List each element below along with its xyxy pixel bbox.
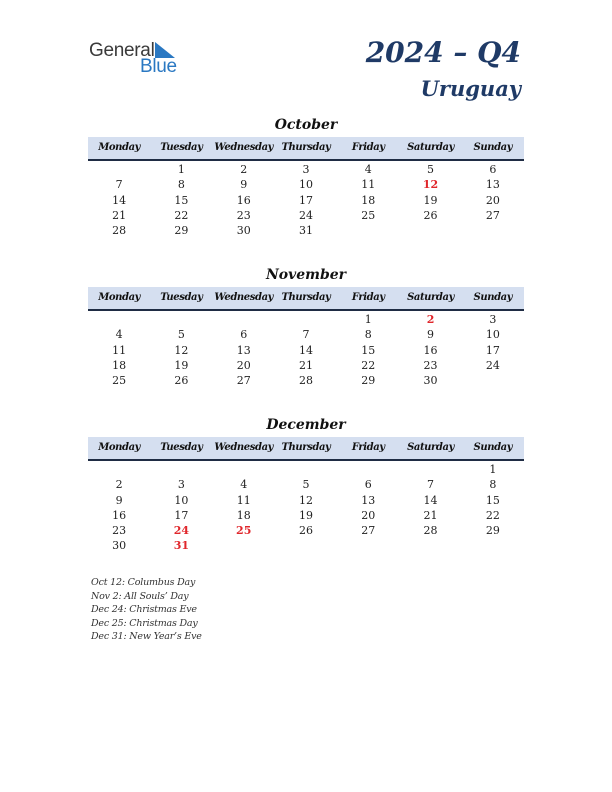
day-cell: 12 bbox=[298, 493, 313, 507]
weekday-label: Thursday bbox=[281, 292, 331, 303]
empty-cell bbox=[88, 312, 150, 327]
day-cell: 26 bbox=[174, 374, 189, 388]
day-cell: 2 bbox=[426, 313, 435, 326]
day-cell: 4 bbox=[115, 328, 123, 342]
month-weeks bbox=[88, 161, 524, 238]
weekday-label: Friday bbox=[351, 142, 385, 153]
day-cell: 8 bbox=[177, 178, 185, 192]
day-cell: 10 bbox=[485, 328, 500, 342]
empty-cell bbox=[88, 462, 150, 477]
empty-cell bbox=[150, 462, 212, 477]
day-cell: 18 bbox=[112, 358, 127, 372]
day-cell: 13 bbox=[236, 343, 251, 357]
day-cell: 21 bbox=[423, 508, 438, 522]
empty-cell bbox=[213, 462, 275, 477]
day-cell: 29 bbox=[485, 524, 500, 538]
day-cell: 4 bbox=[364, 163, 372, 176]
day-cell: 17 bbox=[485, 343, 500, 357]
day-cell: 6 bbox=[364, 478, 372, 492]
month-october bbox=[88, 116, 524, 238]
weekday-label: Sunday bbox=[473, 142, 513, 153]
day-cell: 24 bbox=[298, 208, 313, 222]
day-cell: 7 bbox=[115, 178, 123, 192]
weekday-label: Saturday bbox=[407, 442, 455, 453]
week-row bbox=[88, 162, 524, 177]
day-cell: 17 bbox=[298, 193, 313, 207]
month-november bbox=[88, 266, 524, 388]
week-row bbox=[88, 493, 524, 508]
holiday-note: Dec 31: New Year’s Eve bbox=[91, 631, 202, 643]
week-row bbox=[88, 193, 524, 208]
day-cell: 5 bbox=[427, 163, 435, 176]
empty-cell bbox=[399, 538, 461, 553]
day-cell: 23 bbox=[236, 208, 251, 222]
week-row bbox=[88, 508, 524, 523]
day-cell: 10 bbox=[298, 178, 313, 192]
weekday-label: Tuesday bbox=[160, 292, 203, 303]
day-cell: 16 bbox=[112, 508, 127, 522]
day-cell: 5 bbox=[177, 328, 185, 342]
day-cell: 14 bbox=[298, 343, 313, 357]
holiday-note: Dec 24: Christmas Eve bbox=[91, 604, 197, 616]
holiday-note: Dec 25: Christmas Day bbox=[91, 617, 198, 629]
weekday-header bbox=[88, 437, 524, 461]
day-cell: 8 bbox=[364, 328, 372, 342]
day-cell: 24 bbox=[173, 524, 190, 538]
weekday-header bbox=[88, 287, 524, 311]
weekday-label: Sunday bbox=[473, 442, 513, 453]
day-cell: 10 bbox=[174, 493, 189, 507]
empty-cell bbox=[399, 223, 461, 238]
empty-cell bbox=[337, 462, 399, 477]
week-row bbox=[88, 177, 524, 192]
day-cell: 23 bbox=[423, 358, 438, 372]
day-cell: 28 bbox=[298, 374, 313, 388]
day-cell: 20 bbox=[361, 508, 376, 522]
week-row bbox=[88, 523, 524, 538]
day-cell: 2 bbox=[115, 478, 123, 492]
logo-word-blue: Blue bbox=[140, 56, 177, 77]
day-cell: 26 bbox=[423, 208, 438, 222]
day-cell: 8 bbox=[489, 478, 497, 492]
day-cell: 14 bbox=[112, 193, 127, 207]
day-cell: 2 bbox=[240, 163, 248, 176]
empty-cell bbox=[337, 538, 399, 553]
page-title: 2024 – Q4 bbox=[365, 36, 521, 69]
day-cell: 30 bbox=[423, 374, 438, 388]
day-cell: 12 bbox=[174, 343, 189, 357]
weekday-label: Wednesday bbox=[214, 442, 274, 453]
empty-cell bbox=[275, 538, 337, 553]
month-december bbox=[88, 416, 524, 554]
day-cell: 17 bbox=[174, 508, 189, 522]
day-cell: 21 bbox=[112, 208, 127, 222]
day-cell: 19 bbox=[298, 508, 313, 522]
week-row bbox=[88, 538, 524, 553]
day-cell: 9 bbox=[115, 493, 123, 507]
weekday-label: Monday bbox=[98, 142, 141, 153]
weekday-label: Sunday bbox=[473, 292, 513, 303]
day-cell: 19 bbox=[423, 193, 438, 207]
day-cell: 25 bbox=[236, 524, 252, 538]
day-cell: 25 bbox=[361, 208, 376, 222]
empty-cell bbox=[462, 223, 524, 238]
day-cell: 5 bbox=[302, 478, 310, 492]
day-cell: 24 bbox=[485, 358, 500, 372]
day-cell: 22 bbox=[174, 208, 189, 222]
day-cell: 11 bbox=[236, 493, 251, 507]
empty-cell bbox=[337, 223, 399, 238]
day-cell: 7 bbox=[427, 478, 435, 492]
day-cell: 16 bbox=[423, 343, 438, 357]
day-cell: 15 bbox=[174, 193, 189, 207]
day-cell: 27 bbox=[236, 374, 251, 388]
day-cell: 27 bbox=[485, 208, 500, 222]
day-cell: 20 bbox=[485, 193, 500, 207]
weekday-label: Tuesday bbox=[160, 142, 203, 153]
holiday-note: Oct 12: Columbus Day bbox=[91, 577, 196, 588]
weekday-label: Wednesday bbox=[214, 292, 274, 303]
month-weeks bbox=[88, 311, 524, 388]
day-cell: 7 bbox=[302, 328, 310, 342]
day-cell: 21 bbox=[298, 358, 313, 372]
holiday-notes bbox=[91, 576, 202, 644]
empty-cell bbox=[462, 538, 524, 553]
day-cell: 1 bbox=[489, 463, 497, 476]
empty-cell bbox=[150, 312, 212, 327]
day-cell: 12 bbox=[422, 178, 439, 192]
week-row bbox=[88, 358, 524, 373]
weekday-label: Tuesday bbox=[160, 442, 203, 453]
day-cell: 30 bbox=[236, 224, 251, 238]
country-subtitle: Uruguay bbox=[420, 76, 521, 101]
day-cell: 29 bbox=[174, 224, 189, 238]
month-weeks bbox=[88, 461, 524, 554]
holiday-note: Nov 2: All Souls’ Day bbox=[91, 590, 189, 602]
week-row bbox=[88, 477, 524, 492]
empty-cell bbox=[275, 312, 337, 327]
logo-word-general: General bbox=[89, 40, 155, 61]
day-cell: 19 bbox=[174, 358, 189, 372]
day-cell: 6 bbox=[489, 163, 497, 176]
day-cell: 9 bbox=[427, 328, 435, 342]
weekday-label: Monday bbox=[98, 442, 141, 453]
empty-cell bbox=[462, 373, 524, 388]
day-cell: 23 bbox=[112, 524, 127, 538]
week-row bbox=[88, 312, 524, 327]
week-row bbox=[88, 208, 524, 223]
brand-logo bbox=[89, 40, 199, 80]
day-cell: 1 bbox=[364, 313, 372, 326]
day-cell: 31 bbox=[298, 224, 313, 238]
month-title: October bbox=[274, 117, 338, 133]
week-row bbox=[88, 343, 524, 358]
empty-cell bbox=[399, 462, 461, 477]
day-cell: 3 bbox=[302, 163, 310, 176]
empty-cell bbox=[275, 462, 337, 477]
day-cell: 29 bbox=[361, 374, 376, 388]
day-cell: 15 bbox=[361, 343, 376, 357]
day-cell: 11 bbox=[112, 343, 127, 357]
day-cell: 4 bbox=[240, 478, 248, 492]
day-cell: 3 bbox=[489, 313, 497, 326]
weekday-label: Saturday bbox=[407, 292, 455, 303]
day-cell: 20 bbox=[236, 358, 251, 372]
month-title: November bbox=[265, 267, 347, 283]
weekday-label: Thursday bbox=[281, 442, 331, 453]
day-cell: 16 bbox=[236, 193, 251, 207]
week-row bbox=[88, 327, 524, 342]
day-cell: 14 bbox=[423, 493, 438, 507]
day-cell: 22 bbox=[485, 508, 500, 522]
day-cell: 11 bbox=[361, 178, 376, 192]
day-cell: 13 bbox=[485, 178, 500, 192]
weekday-label: Thursday bbox=[281, 142, 331, 153]
day-cell: 15 bbox=[485, 493, 500, 507]
weekday-label: Friday bbox=[351, 292, 385, 303]
day-cell: 27 bbox=[361, 524, 376, 538]
day-cell: 18 bbox=[236, 508, 251, 522]
day-cell: 13 bbox=[361, 493, 376, 507]
day-cell: 1 bbox=[177, 163, 185, 176]
day-cell: 25 bbox=[112, 374, 127, 388]
weekday-header bbox=[88, 137, 524, 161]
day-cell: 26 bbox=[298, 524, 313, 538]
empty-cell bbox=[213, 312, 275, 327]
week-row bbox=[88, 373, 524, 388]
day-cell: 22 bbox=[361, 358, 376, 372]
month-title: December bbox=[266, 417, 346, 433]
weekday-label: Wednesday bbox=[214, 142, 274, 153]
day-cell: 30 bbox=[112, 539, 127, 553]
empty-cell bbox=[213, 538, 275, 553]
week-row bbox=[88, 223, 524, 238]
day-cell: 6 bbox=[240, 328, 248, 342]
day-cell: 28 bbox=[112, 224, 127, 238]
empty-cell bbox=[88, 162, 150, 177]
day-cell: 3 bbox=[177, 478, 185, 492]
day-cell: 18 bbox=[361, 193, 376, 207]
weekday-label: Saturday bbox=[407, 142, 455, 153]
day-cell: 31 bbox=[173, 539, 190, 553]
weekday-label: Friday bbox=[351, 442, 385, 453]
day-cell: 9 bbox=[240, 178, 248, 192]
day-cell: 28 bbox=[423, 524, 438, 538]
week-row bbox=[88, 462, 524, 477]
weekday-label: Monday bbox=[98, 292, 141, 303]
